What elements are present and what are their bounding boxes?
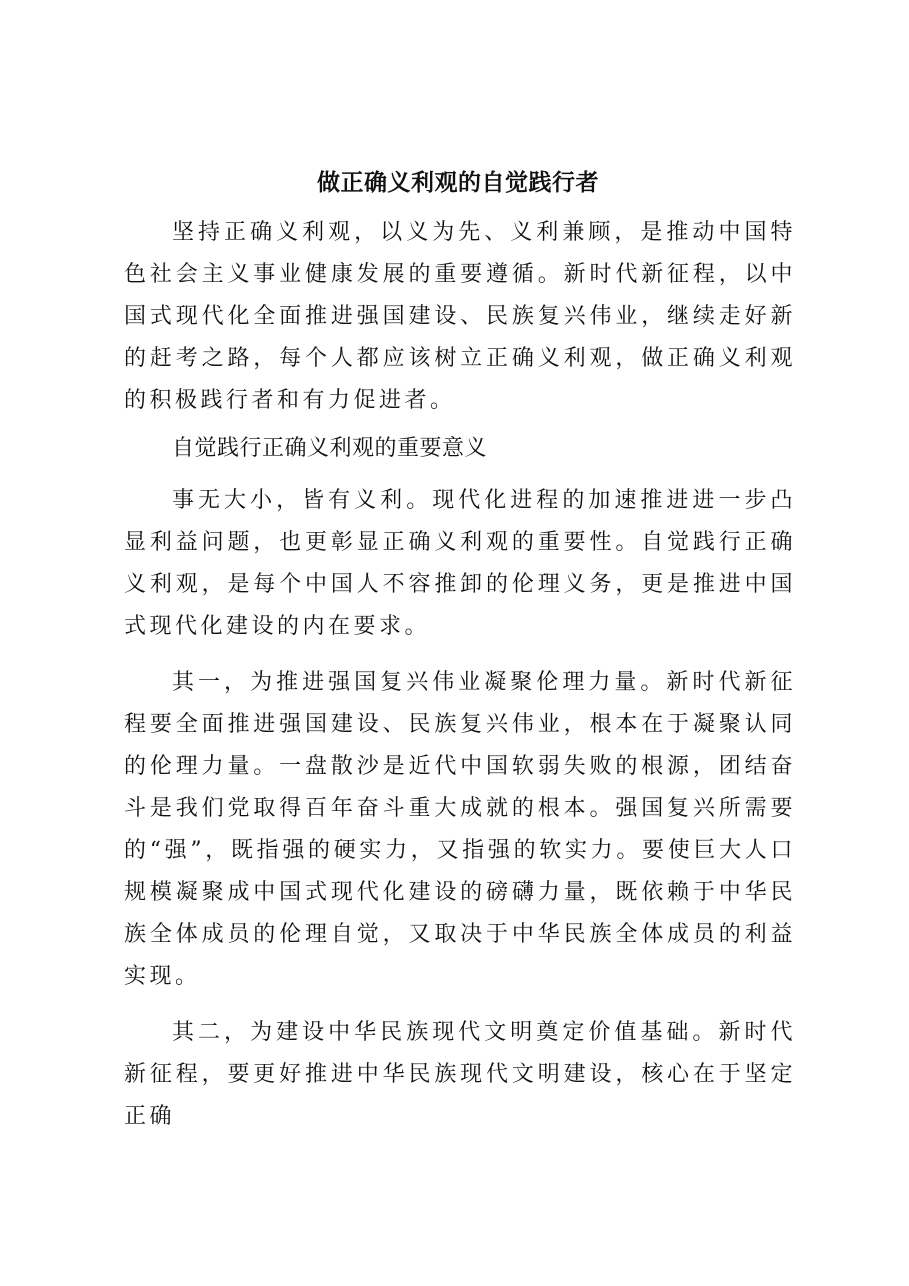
body-paragraph: 其二，为建设中华民族现代文明奠定价值基础。新时代新征程，要更好推进中华民族现代文明建设，核心在于坚定正确: [124, 1020, 796, 1129]
section-heading: 自觉践行正确义利观的重要意义: [172, 436, 488, 461]
intro-paragraph: 坚持正确义利观，以义为先、义利兼顾，是推动中国特色社会主义事业健康发展的重要遵循。新时代新征程，以中国式现代化全面推进强国建设、民族复兴伟业，继续走好新的赶考之路，每个人都应该树立正确义利观，做正确义利观的积极践行者和有力促进者。: [124, 220, 796, 413]
body-paragraph: 事无大小，皆有义利。现代化进程的加速推进进一步凸显利益问题，也更彰显正确义利观的重要性。自觉践行正确义利观，是每个中国人不容推卸的伦理义务，更是推进中国式现代化建设的内在要求。: [124, 488, 796, 639]
body-paragraph: 其一，为推进强国复兴伟业凝聚伦理力量。新时代新征程要全面推进强国建设、民族复兴伟业，根本在于凝聚认同的伦理力量。一盘散沙是近代中国软弱失败的根源，团结奋斗是我们党取得百年奋斗重大成就的根本。强国复兴所需要的“强”，既指强的硬实力，又指强的软实力。要使巨大人口规模凝聚成中国式现代化建设的磅礴力量，既依赖于中华民族全体成员的伦理自觉，又取决于中华民族全体成员的利益实现。: [124, 670, 796, 989]
document-title: 做正确义利观的自觉践行者: [317, 169, 599, 196]
document-body: [124, 212, 796, 1138]
